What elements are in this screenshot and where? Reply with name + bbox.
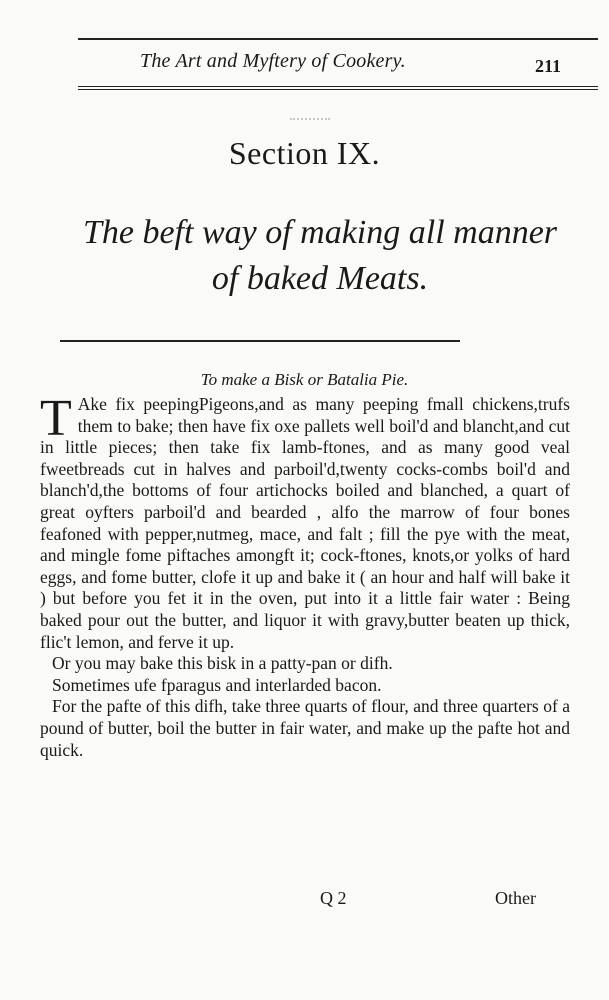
subtitle-line-1: The beft way of making all manner — [82, 214, 558, 251]
header-bottom-rule-double — [78, 89, 598, 90]
catchword: Other — [495, 888, 536, 908]
paragraph-4: For the pafte of this difh, take three quarts of flour, and three quarters of a pound of butter, boil the butter in fair water, and make up the pafte hot and quick. — [40, 696, 570, 760]
running-title: The Art and Myftery of Cookery. — [140, 50, 406, 72]
section-divider — [60, 340, 460, 342]
recipe-body — [40, 390, 570, 761]
paragraph-1-text: Ake fix peepingPigeons,and as many peeping fmall chickens,trufs them to bake; then have fix oxe pallets well boil'd and blancht,and cut in little pieces; then take fix lamb-ftones, and as many good veal fweetbreads cut in halves and parboil'd,twenty cocks-combs boil'd and blanch'd,the bottoms of four artichocks boiled and blanched, a quart of great oyfters parboil'd and bearded , alfo the marrow of four bones feafoned with pepper,nutmeg, mace, and falt ; fill the pye with the meat, and mingle fome piftaches amongft it; cock-ftones, knots,or yolks of hard eggs, and fome butter, clofe it up and bake it ( an hour and half will bake it ) but before you fet it in the oven, put into it a little fair water : Being baked pour out the butter, and liquor it with gravy,butter beaten up thick, flic't lemon, and ferve it up. — [40, 394, 570, 652]
paragraph-3: Sometimes ufe fparagus and interlarded bacon. — [52, 674, 382, 695]
section-subtitle — [40, 210, 600, 302]
paragraph-2: Or you may bake this bisk in a patty-pan or difh. — [52, 653, 393, 674]
header-ornament — [290, 118, 330, 126]
drop-cap: T — [40, 390, 72, 447]
section-heading: Section IX. — [228, 135, 381, 171]
header-top-rule — [78, 38, 598, 40]
signature-mark: Q 2 — [320, 888, 347, 908]
header-bottom-rule — [78, 86, 598, 87]
paragraph-1 — [40, 390, 570, 653]
subtitle-line-2: of baked Meats. — [211, 260, 429, 297]
recipe-title: To make a Bisk or Batalia Pie. — [200, 370, 409, 389]
page-number: 211 — [535, 56, 562, 76]
